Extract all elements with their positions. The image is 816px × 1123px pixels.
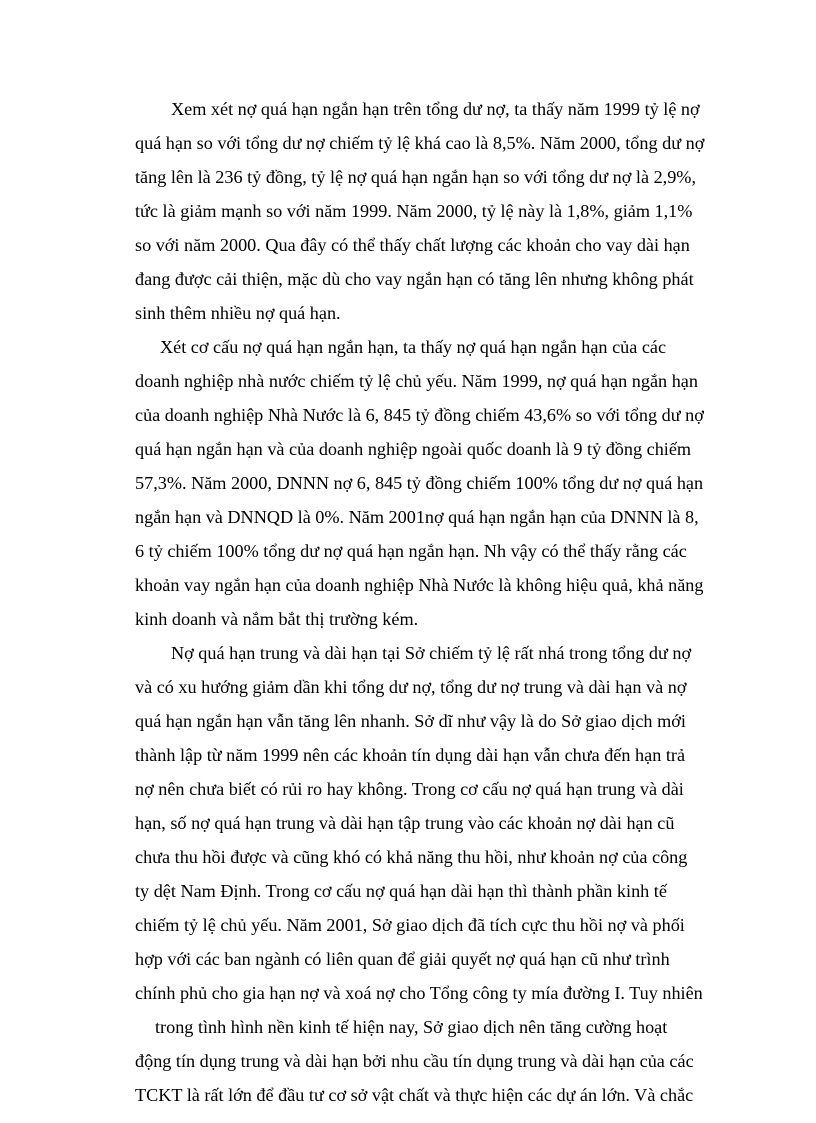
text-line: Nợ quá hạn trung và dài hạn tại Sở chiếm tỷ lệ rất nhá trong tổng dư nợ <box>171 643 692 663</box>
text-line: hợp với các ban ngành có liên quan để giải quyết nợ quá hạn cũ như trình <box>135 949 670 969</box>
text-line: chưa thu hồi được và cũng khó có khả năng thu hồi, như khoản nợ của công <box>135 847 688 867</box>
text-line: 57,3%. Năm 2000, DNNN nợ 6, 845 tỷ đồng chiếm 100% tổng dư nợ quá hạn <box>135 473 704 493</box>
text-line: kinh doanh và nắm bắt thị trường kém. <box>135 609 419 629</box>
text-line: đang được cải thiện, mặc dù cho vay ngắn hạn có tăng lên nhưng không phát <box>135 269 694 289</box>
text-line: trong tình hình nền kinh tế hiện nay, Sở giao dịch nên tăng cường hoạt <box>155 1017 668 1037</box>
text-line: tức là giảm mạnh so với năm 1999. Năm 2000, tỷ lệ này là 1,8%, giảm 1,1% <box>135 201 693 221</box>
text-line: động tín dụng trung và dài hạn bởi nhu cầu tín dụng trung và dài hạn của các <box>135 1051 694 1071</box>
text-line: của doanh nghiệp Nhà Nước là 6, 845 tỷ đồng chiếm 43,6% so với tổng dư nợ <box>135 405 704 425</box>
text-line: khoản vay ngắn hạn của doanh nghiệp Nhà Nước là không hiệu quả, khả năng <box>135 575 704 595</box>
text-line: TCKT là rất lớn để đầu tư cơ sở vật chất và thực hiện các dự án lớn. Và chắc <box>135 1085 694 1105</box>
text-line: và có xu hướng giảm dần khi tổng dư nợ, tổng dư nợ trung và dài hạn và nợ <box>135 677 687 697</box>
text-line: sinh thêm nhiều nợ quá hạn. <box>135 303 341 323</box>
text-line: thành lập từ năm 1999 nên các khoản tín dụng dài hạn vẫn chưa đến hạn trả <box>135 745 686 765</box>
text-line: nợ nên chưa biết có rủi ro hay không. Trong cơ cấu nợ quá hạn trung và dài <box>135 779 684 799</box>
text-line: quá hạn ngắn hạn và của doanh nghiệp ngoài quốc doanh là 9 tỷ đồng chiếm <box>135 439 692 459</box>
text-line: tăng lên là 236 tỷ đồng, tỷ lệ nợ quá hạn ngắn hạn so với tổng dư nợ là 2,9%, <box>135 167 697 187</box>
text-line: so với năm 2000. Qua đây có thể thấy chất lượng các khoản cho vay dài hạn <box>135 235 690 255</box>
text-line: quá hạn ngắn hạn vẫn tăng lên nhanh. Sở dĩ như vậy là do Sở giao dịch mới <box>135 711 686 731</box>
text-line: chính phủ cho gia hạn nợ và xoá nợ cho Tổng công ty mía đường I. Tuy nhiên <box>135 983 703 1003</box>
text-line: 6 tỷ chiếm 100% tổng dư nợ quá hạn ngắn hạn. Nh vậy có thể thấy rằng các <box>135 541 687 561</box>
text-line: ngắn hạn và DNNQD là 0%. Năm 2001nợ quá hạn ngắn hạn của DNNN là 8, <box>135 507 699 527</box>
text-line: quá hạn so với tổng dư nợ chiếm tỷ lệ khá cao là 8,5%. Năm 2000, tổng dư nợ <box>135 133 705 153</box>
text-line: Xem xét nợ quá hạn ngắn hạn trên tổng dư nợ, ta thấy năm 1999 tỷ lệ nợ <box>171 99 700 119</box>
text-line: ty dệt Nam Định. Trong cơ cấu nợ quá hạn dài hạn thì thành phần kinh tế <box>135 881 667 901</box>
text-line: chiếm tỷ lệ chủ yếu. Năm 2001, Sở giao dịch đã tích cực thu hồi nợ và phối <box>135 915 685 935</box>
text-line: hạn, số nợ quá hạn trung và dài hạn tập trung vào các khoản nợ dài hạn cũ <box>135 813 675 833</box>
text-line: doanh nghiệp nhà nước chiếm tỷ lệ chủ yếu. Năm 1999, nợ quá hạn ngắn hạn <box>135 371 698 391</box>
text-line: Xét cơ cấu nợ quá hạn ngắn hạn, ta thấy nợ quá hạn ngắn hạn của các <box>160 337 667 357</box>
